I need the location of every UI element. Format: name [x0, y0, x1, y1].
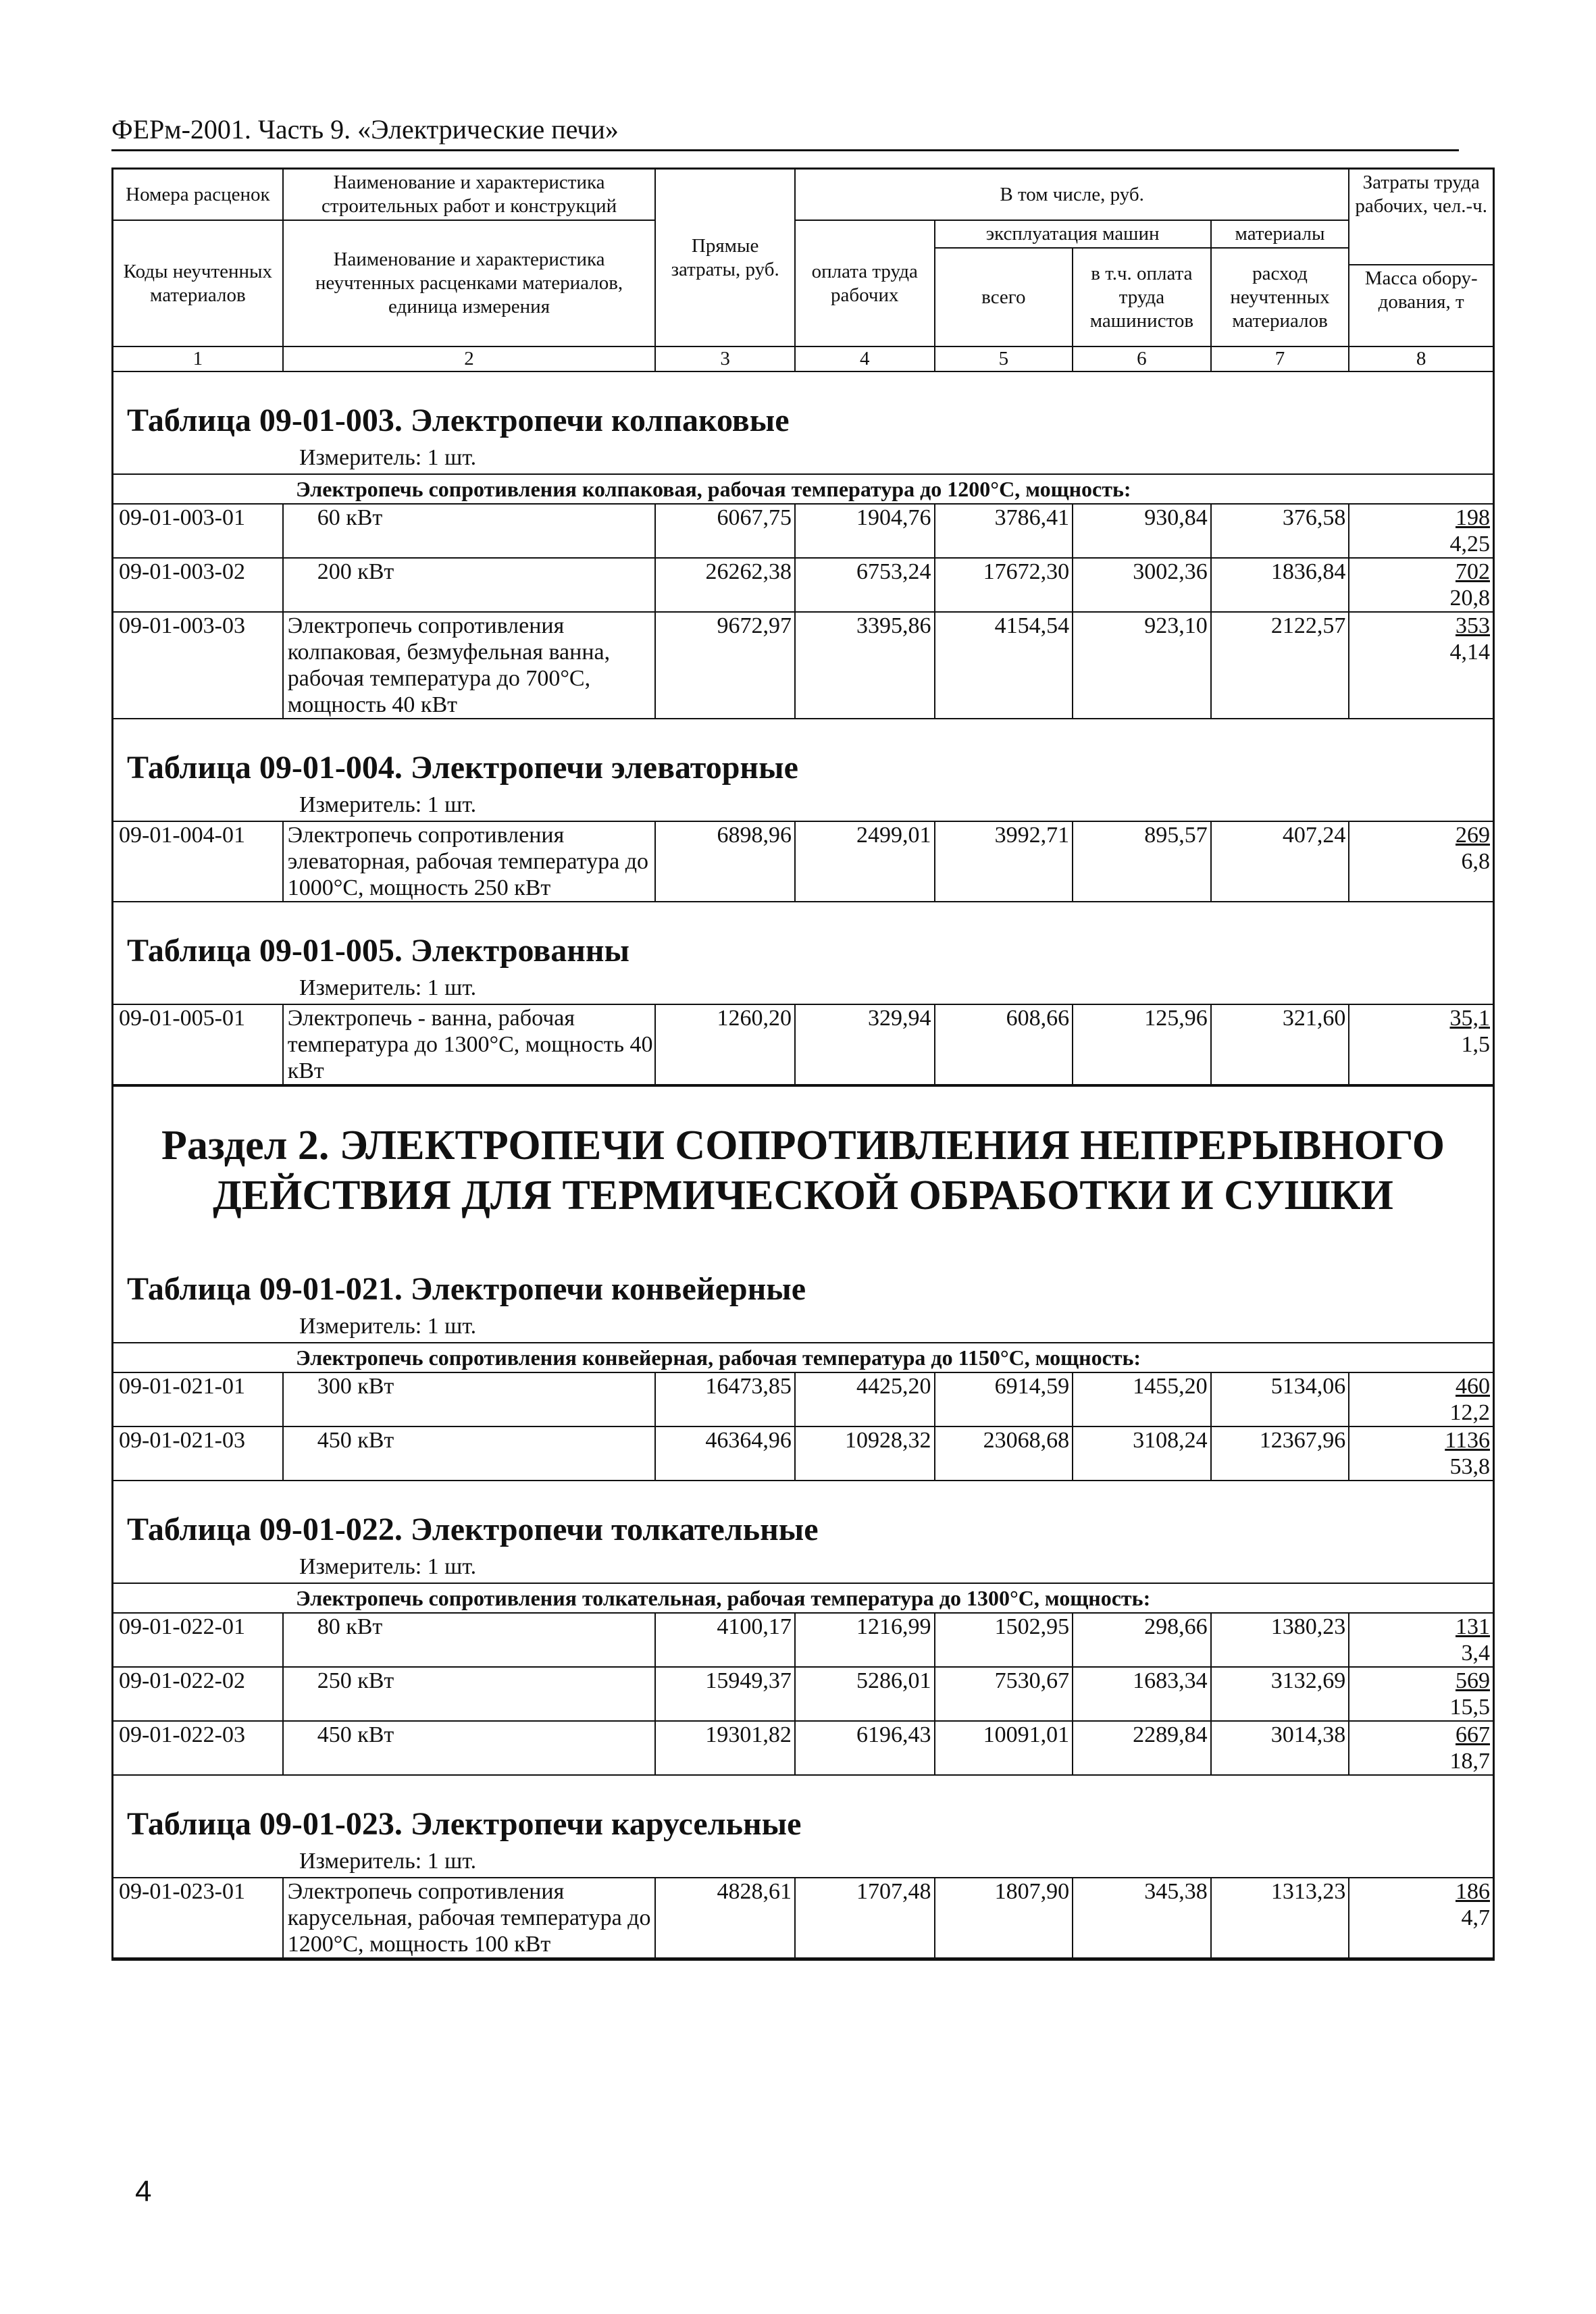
- col-7: расход неучтенных материалов: [1211, 248, 1349, 346]
- row-labor-hours: 131: [1456, 1614, 1490, 1639]
- row-direct-cost: 9672,97: [655, 612, 795, 719]
- row-labor-hours: 460: [1456, 1374, 1490, 1399]
- row-labor-mass: [1349, 821, 1493, 902]
- table-row: [113, 504, 1493, 558]
- section-title: [113, 1085, 1493, 1241]
- col-2-top: Наименование и характеристика строительных работ и конструкций: [283, 169, 656, 221]
- table-row: [113, 1878, 1493, 1958]
- row-code: 09-01-022-01: [113, 1613, 283, 1667]
- table-measure: Измеритель: 1 шт.: [299, 445, 477, 470]
- row-code: 09-01-021-03: [113, 1426, 283, 1481]
- col-5: всего: [935, 248, 1073, 346]
- row-labor-mass: [1349, 1878, 1493, 1958]
- row-materials-cost: 376,58: [1211, 504, 1349, 558]
- row-name: 450 кВт: [283, 1426, 656, 1481]
- row-name: 60 кВт: [283, 504, 656, 558]
- row-labor-mass: [1349, 504, 1493, 558]
- row-labor-mass: [1349, 1372, 1493, 1426]
- table-subtitle: Электропечь сопротивления конвейерная, рабочая температура до 1150°C, мощность:: [113, 1343, 1493, 1372]
- row-labor-cost: 4425,20: [795, 1372, 935, 1426]
- table-row: [113, 1372, 1493, 1426]
- table-subtitle: Электропечь сопротивления толкательная, рабочая температура до 1300°C, мощность:: [113, 1583, 1493, 1613]
- table-row: [113, 1004, 1493, 1085]
- row-machines-cost: 6914,59: [935, 1372, 1073, 1426]
- col-num: 5: [935, 346, 1073, 371]
- row-mass: 4,14: [1449, 640, 1490, 665]
- table-measure: Измеритель: 1 шт.: [299, 1314, 477, 1339]
- row-labor-hours: 35,1: [1449, 1006, 1490, 1031]
- row-materials-cost: 5134,06: [1211, 1372, 1349, 1426]
- table-title: Таблица 09-01-003. Электропечи колпаковые: [127, 403, 790, 438]
- row-name: Электропечь - ванна, рабочая температура до 1300°C, мощность 40 кВт: [283, 1004, 656, 1085]
- row-mass: 4,7: [1461, 1905, 1490, 1930]
- row-machinists-cost: 298,66: [1073, 1613, 1211, 1667]
- row-machines-cost: 4154,54: [935, 612, 1073, 719]
- row-code: 09-01-003-03: [113, 612, 283, 719]
- row-machinists-cost: 923,10: [1073, 612, 1211, 719]
- row-mass: 3,4: [1461, 1641, 1490, 1666]
- row-machines-cost: 3992,71: [935, 821, 1073, 902]
- col-8: [1349, 169, 1493, 347]
- price-table: [113, 821, 1493, 902]
- row-direct-cost: 4100,17: [655, 1613, 795, 1667]
- row-machinists-cost: 125,96: [1073, 1004, 1211, 1085]
- row-labor-mass: [1349, 1426, 1493, 1481]
- row-labor-cost: 1216,99: [795, 1613, 935, 1667]
- row-code: 09-01-004-01: [113, 821, 283, 902]
- price-sheet: [111, 168, 1495, 1961]
- table-title: Таблица 09-01-004. Электропечи элеваторные: [127, 750, 798, 786]
- row-materials-cost: 3014,38: [1211, 1721, 1349, 1775]
- price-table: [113, 1342, 1493, 1481]
- col-1-top: Номера расценок: [113, 169, 283, 221]
- section-title-line: ДЕЙСТВИЯ ДЛЯ ТЕРМИЧЕСКОЙ ОБРАБОТКИ И СУШКИ: [213, 1173, 1393, 1218]
- row-labor-cost: 6196,43: [795, 1721, 935, 1775]
- row-mass: 1,5: [1461, 1032, 1490, 1057]
- table-row: [113, 1613, 1493, 1667]
- row-direct-cost: 6067,75: [655, 504, 795, 558]
- row-machinists-cost: 1683,34: [1073, 1667, 1211, 1721]
- row-mass: 20,8: [1449, 586, 1490, 611]
- col-num: 7: [1211, 346, 1349, 371]
- row-labor-cost: 6753,24: [795, 558, 935, 612]
- row-labor-hours: 1136: [1445, 1428, 1490, 1453]
- row-name: 450 кВт: [283, 1721, 656, 1775]
- row-labor-mass: [1349, 612, 1493, 719]
- col-num: 2: [283, 346, 656, 371]
- price-table: [113, 1004, 1493, 1085]
- row-materials-cost: 1380,23: [1211, 1613, 1349, 1667]
- row-direct-cost: 16473,85: [655, 1372, 795, 1426]
- row-code: 09-01-003-01: [113, 504, 283, 558]
- row-labor-cost: 329,94: [795, 1004, 935, 1085]
- row-code: 09-01-005-01: [113, 1004, 283, 1085]
- row-code: 09-01-003-02: [113, 558, 283, 612]
- row-machinists-cost: 930,84: [1073, 504, 1211, 558]
- table-row: [113, 1721, 1493, 1775]
- table-title: Таблица 09-01-005. Электрованны: [127, 933, 630, 969]
- col-6: в т.ч. оплата труда машинистов: [1073, 248, 1211, 346]
- row-mass: 18,7: [1449, 1749, 1490, 1774]
- row-name: Электропечь сопротивления колпаковая, безмуфельная ванна, рабочая температура до 700°C, мощность 40 кВт: [283, 612, 656, 719]
- row-labor-hours: 186: [1456, 1879, 1490, 1904]
- row-direct-cost: 26262,38: [655, 558, 795, 612]
- row-labor-cost: 1904,76: [795, 504, 935, 558]
- row-materials-cost: 407,24: [1211, 821, 1349, 902]
- col-3: Прямые затраты, руб.: [655, 169, 795, 347]
- row-name: 200 кВт: [283, 558, 656, 612]
- row-code: 09-01-022-02: [113, 1667, 283, 1721]
- row-labor-cost: 5286,01: [795, 1667, 935, 1721]
- row-labor-mass: [1349, 1613, 1493, 1667]
- price-table: [113, 1583, 1493, 1776]
- row-machinists-cost: 345,38: [1073, 1878, 1211, 1958]
- row-machinists-cost: 1455,20: [1073, 1372, 1211, 1426]
- row-code: 09-01-022-03: [113, 1721, 283, 1775]
- row-machines-cost: 1807,90: [935, 1878, 1073, 1958]
- row-machinists-cost: 2289,84: [1073, 1721, 1211, 1775]
- row-materials-cost: 2122,57: [1211, 612, 1349, 719]
- table-measure: Измеритель: 1 шт.: [299, 1554, 477, 1579]
- col-materials: материалы: [1211, 220, 1349, 248]
- table-measure: Измеритель: 1 шт.: [299, 792, 477, 817]
- column-header: [113, 168, 1493, 372]
- row-direct-cost: 19301,82: [655, 1721, 795, 1775]
- row-labor-mass: [1349, 1721, 1493, 1775]
- col-2-bottom: Наименование и характеристика неучтенных расценками материалов, единица измерения: [283, 220, 656, 346]
- col-1-bottom: Коды неучтенных материалов: [113, 220, 283, 346]
- table-row: [113, 558, 1493, 612]
- row-machinists-cost: 3108,24: [1073, 1426, 1211, 1481]
- row-name: 300 кВт: [283, 1372, 656, 1426]
- col-num: 4: [795, 346, 935, 371]
- row-mass: 6,8: [1461, 849, 1490, 874]
- row-materials-cost: 321,60: [1211, 1004, 1349, 1085]
- row-labor-hours: 353: [1456, 613, 1490, 638]
- table-row: [113, 821, 1493, 902]
- table-measure: Измеритель: 1 шт.: [299, 975, 477, 1000]
- row-code: 09-01-021-01: [113, 1372, 283, 1426]
- tables-section-1: [113, 372, 1493, 1085]
- section-title-line: Раздел 2. ЭЛЕКТРОПЕЧИ СОПРОТИВЛЕНИЯ НЕПРЕРЫВНОГО: [161, 1123, 1445, 1168]
- row-labor-hours: 269: [1456, 823, 1490, 848]
- row-machinists-cost: 895,57: [1073, 821, 1211, 902]
- row-labor-cost: 1707,48: [795, 1878, 935, 1958]
- row-materials-cost: 3132,69: [1211, 1667, 1349, 1721]
- row-code: 09-01-023-01: [113, 1878, 283, 1958]
- row-name: 250 кВт: [283, 1667, 656, 1721]
- row-labor-cost: 3395,86: [795, 612, 935, 719]
- col-num: 6: [1073, 346, 1211, 371]
- row-labor-cost: 2499,01: [795, 821, 935, 902]
- table-title: Таблица 09-01-023. Электропечи карусельные: [127, 1806, 802, 1842]
- row-direct-cost: 6898,96: [655, 821, 795, 902]
- row-mass: 4,25: [1449, 532, 1490, 557]
- page-number: 4: [135, 2175, 152, 2208]
- row-machinists-cost: 3002,36: [1073, 558, 1211, 612]
- row-materials-cost: 12367,96: [1211, 1426, 1349, 1481]
- table-title: Таблица 09-01-021. Электропечи конвейерные: [127, 1271, 806, 1307]
- col-8-bottom: Масса обору-дования, т: [1364, 267, 1478, 313]
- row-mass: 12,2: [1449, 1400, 1490, 1425]
- table-subtitle: Электропечь сопротивления колпаковая, рабочая температура до 1200°C, мощность:: [113, 474, 1493, 504]
- page-header: ФЕРм-2001. Часть 9. «Электрические печи»: [111, 113, 1459, 151]
- row-labor-hours: 569: [1456, 1668, 1490, 1693]
- row-labor-mass: [1349, 1004, 1493, 1085]
- table-row: [113, 612, 1493, 719]
- col-num: 8: [1349, 346, 1493, 371]
- row-materials-cost: 1313,23: [1211, 1878, 1349, 1958]
- row-machines-cost: 10091,01: [935, 1721, 1073, 1775]
- row-machines-cost: 7530,67: [935, 1667, 1073, 1721]
- row-machines-cost: 608,66: [935, 1004, 1073, 1085]
- table-row: [113, 1426, 1493, 1481]
- row-labor-hours: 667: [1456, 1722, 1490, 1747]
- row-mass: 15,5: [1449, 1695, 1490, 1720]
- table-row: [113, 1667, 1493, 1721]
- col-machines: эксплуатация машин: [935, 220, 1211, 248]
- row-direct-cost: 15949,37: [655, 1667, 795, 1721]
- tables-section-2: [113, 1241, 1493, 1959]
- col-incl: В том числе, руб.: [795, 169, 1349, 221]
- row-name: 80 кВт: [283, 1613, 656, 1667]
- row-labor-hours: 198: [1456, 505, 1490, 530]
- price-table: [113, 473, 1493, 719]
- row-labor-mass: [1349, 558, 1493, 612]
- col-num: 1: [113, 346, 283, 371]
- row-machines-cost: 3786,41: [935, 504, 1073, 558]
- price-table: [113, 1877, 1493, 1959]
- row-machines-cost: 1502,95: [935, 1613, 1073, 1667]
- row-machines-cost: 17672,30: [935, 558, 1073, 612]
- row-name: Электропечь сопротивления карусельная, рабочая температура до 1200°C, мощность 100 кВт: [283, 1878, 656, 1958]
- table-measure: Измеритель: 1 шт.: [299, 1849, 477, 1874]
- row-labor-cost: 10928,32: [795, 1426, 935, 1481]
- row-labor-hours: 702: [1456, 559, 1490, 584]
- table-title: Таблица 09-01-022. Электропечи толкательные: [127, 1512, 819, 1547]
- row-name: Электропечь сопротивления элеваторная, рабочая температура до 1000°C, мощность 250 кВт: [283, 821, 656, 902]
- row-direct-cost: 46364,96: [655, 1426, 795, 1481]
- row-materials-cost: 1836,84: [1211, 558, 1349, 612]
- row-mass: 53,8: [1449, 1454, 1490, 1479]
- row-labor-mass: [1349, 1667, 1493, 1721]
- row-machines-cost: 23068,68: [935, 1426, 1073, 1481]
- row-direct-cost: 4828,61: [655, 1878, 795, 1958]
- col-4: оплата труда рабочих: [795, 220, 935, 346]
- row-direct-cost: 1260,20: [655, 1004, 795, 1085]
- col-8-top: Затраты труда рабочих, чел.-ч.: [1349, 170, 1493, 265]
- col-num: 3: [655, 346, 795, 371]
